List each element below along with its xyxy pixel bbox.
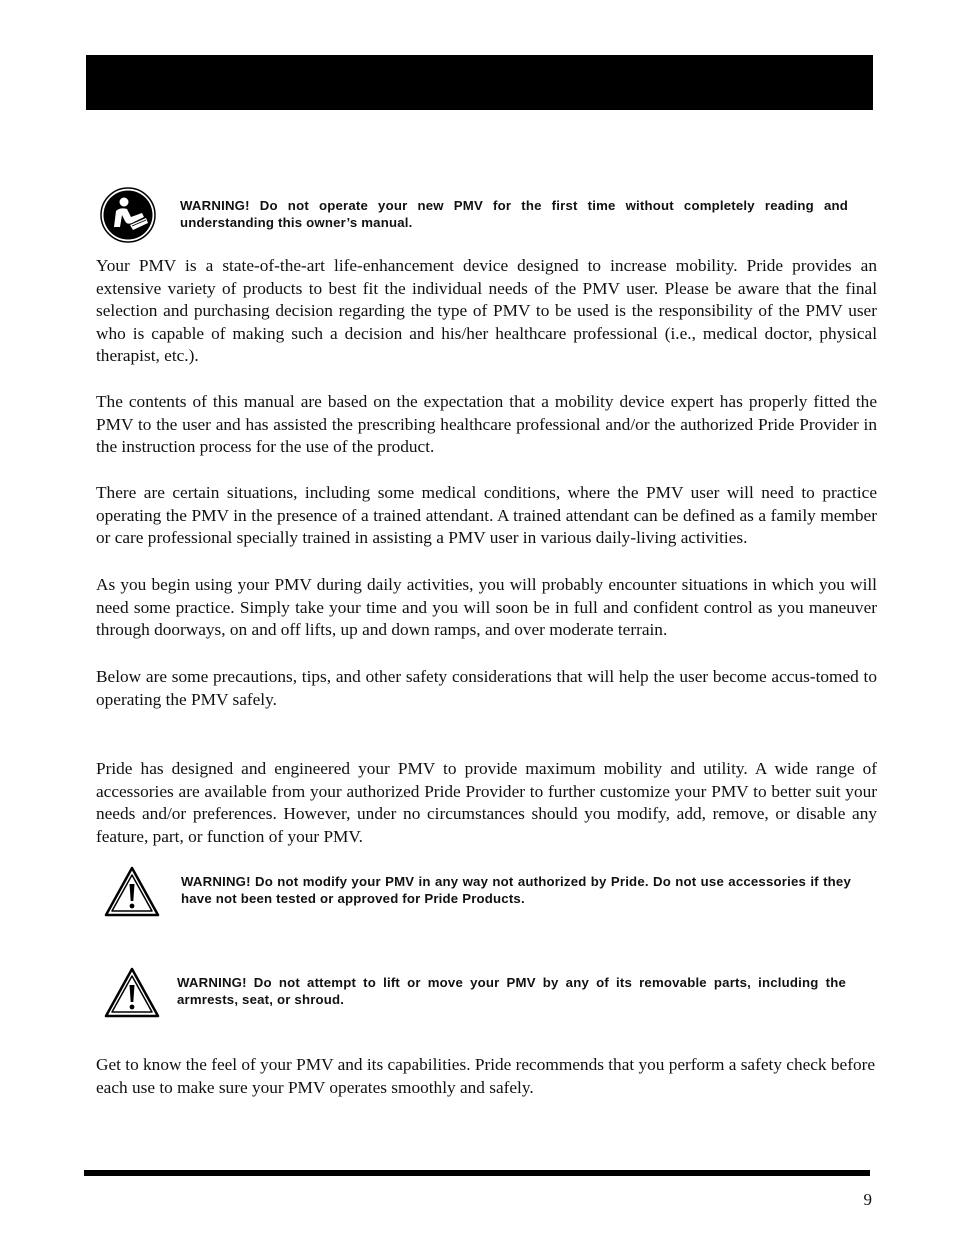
warning-triangle-icon [104, 967, 160, 1019]
body-paragraph-4: As you begin using your PMV during daily activities, you will probably encounter situations in which you will need some practice. Simply take your time and you will soon be in full and confident control as you maneuver through doorways, on and off lifts, up and down ramps, and over moderate terrain. [96, 575, 877, 639]
read-manual-icon [100, 187, 156, 243]
body-paragraph-1: Your PMV is a state-of-the-art life-enhancement device designed to increase mobility. Pride provides an extensive variety of products to best fit the individual needs of the PMV user. Please be aware that the final selection and purchasing decision regarding the type of PMV to be used is the responsibility of the PMV user who is capable of making such a decision and his/her healthcare professional (i.e., medical doctor, physical therapist, etc.). [96, 256, 877, 365]
page-number: 9 [863, 1190, 872, 1209]
body-paragraph-3: There are certain situations, including some medical conditions, where the PMV user will need to practice operating the PMV in the presence of a trained attendant. A trained attendant can be defined as a family member or care professional specially trained in assisting a PMV user in various daily-living activities. [96, 483, 877, 547]
footer-rule [84, 1170, 870, 1176]
body-paragraph-7: Get to know the feel of your PMV and its capabilities. Pride recommends that you perform a safety check before each use to make sure your PMV operates smoothly and safely. [96, 1055, 876, 1097]
warning-text-1: WARNING! Do not operate your new PMV for the first time without completely reading and understanding this owner’s manual. [180, 198, 848, 230]
body-paragraph-6: Pride has designed and engineered your PMV to provide maximum mobility and utility. A wide range of accessories are available from your authorized Pride Provider to further customize your PMV to better suit your needs and/or preferences. However, under no circumstances should you modify, add, remove, or disable any feature, part, or function of your PMV. [96, 759, 877, 846]
body-paragraph-5: Below are some precautions, tips, and other safety considerations that will help the user become accus-tomed to operating the PMV safely. [96, 667, 877, 709]
warning-text-3: WARNING! Do not attempt to lift or move your PMV by any of its removable parts, including the armrests, seat, or shroud. [177, 975, 846, 1007]
warning-text-2: WARNING! Do not modify your PMV in any way not authorized by Pride. Do not use accessories if they have not been tested or approved for Pride Products. [181, 874, 851, 906]
body-paragraph-2: The contents of this manual are based on the expectation that a mobility device expert has properly fitted the PMV to the user and has assisted the prescribing healthcare professional and/or the authorized Pride Provider in the instruction process for the use of the product. [96, 392, 877, 456]
warning-triangle-icon [104, 866, 160, 918]
section-header-bar [86, 55, 873, 110]
